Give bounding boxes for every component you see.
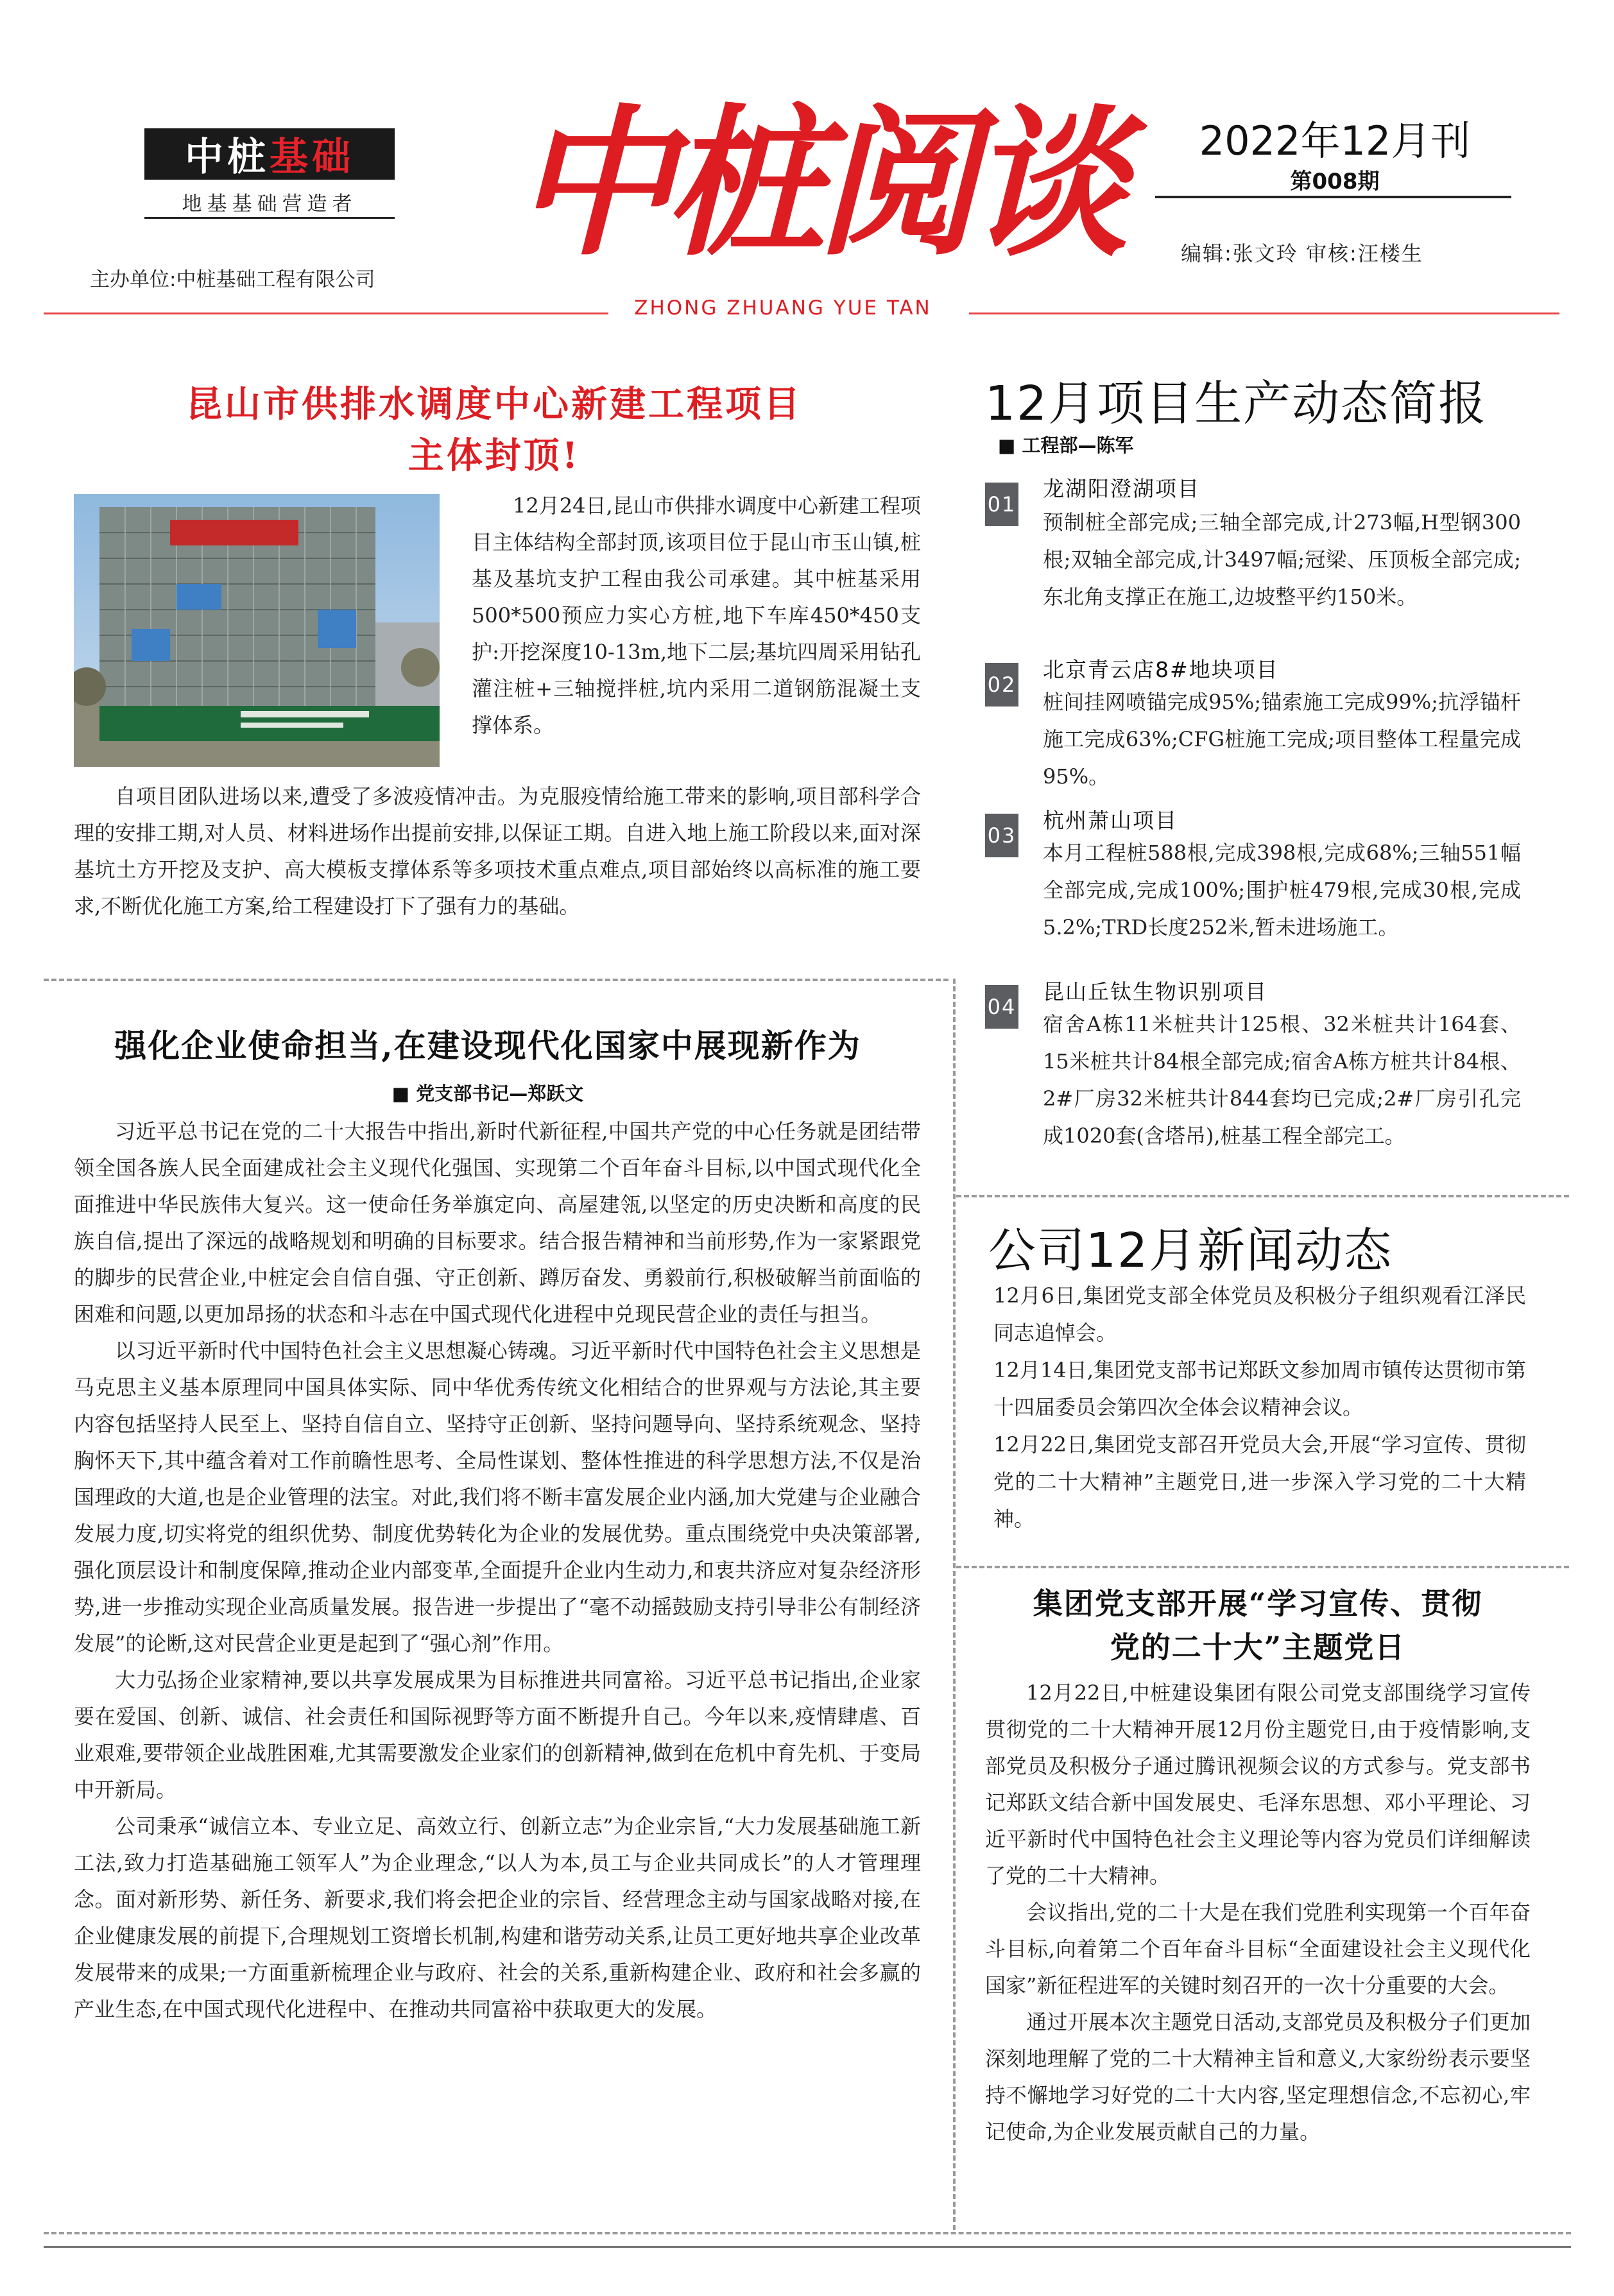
party-day-paragraph: 通过开展本次主题党日活动,支部党员及积极分子们更加深刻地理解了党的二十大精神主旨和意义,大家纷纷表示要坚持不懈地学习好党的二十大内容,坚定理想信念,不忘初心,牢记使命,为企业发展贡献自己的力量。	[985, 2010, 1531, 2144]
divider-article1	[44, 979, 949, 981]
news-item: 12月14日,集团党支部书记郑跃文参加周市镇传达贯彻市第十四届委员会第四次全体会议精神会议。	[993, 1358, 1526, 1419]
party-day-title	[988, 1582, 1527, 1669]
briefing-item-number: 02	[985, 663, 1018, 707]
issue-number: 第008期	[1290, 169, 1380, 194]
briefing-item-name: 龙湖阳澄湖项目	[1043, 476, 1200, 501]
article1-title-line1: 昆山市供排水调度中心新建工程项目	[186, 383, 802, 425]
bottom-divider	[44, 2232, 1571, 2234]
issue-date: 2022年12月刊	[1199, 117, 1471, 164]
bottom-rule	[44, 2246, 1571, 2248]
issue-divider	[1155, 196, 1511, 198]
article1-paragraph-2: 自项目团队进场以来,遭受了多波疫情冲击。为克服疫情给施工带来的影响,项目部科学合理的安排工期,对人员、材料进场作出提前安排,以保证工期。自进入地上施工阶段以来,面对深基坑土方开挖及支护、高大模板支撑体系等多项技术重点难点,项目部始终以高标准的施工要求,不断优化施工方案,给工程建设打下了强有力的基础。	[74, 784, 921, 918]
newspaper-title-pinyin: ZHONG ZHUANG YUE TAN	[634, 296, 932, 320]
news-item: 12月6日,集团党支部全体党员及积极分子组织观看江泽民同志追悼会。	[993, 1283, 1526, 1345]
briefing-item-name: 昆山丘钛生物识别项目	[1043, 979, 1267, 1004]
article2-paragraph: 大力弘扬企业家精神,要以共享发展成果为目标推进共同富裕。习近平总书记指出,企业家要在爱国、创新、诚信、社会责任和国际视野等方面不断提升自己。今年以来,疫情肆虐、百业艰难,要带领企业战胜困难,尤其需要激发企业家们的创新精神,做到在危机中育先机、于变局中开新局。	[74, 1668, 921, 1802]
divider-briefing	[956, 1195, 1569, 1197]
news-title: 公司12月新闻动态	[988, 1223, 1393, 1278]
host-organization: 主办单位:中桩基础工程有限公司	[90, 268, 375, 291]
party-day-body	[985, 1675, 1531, 2150]
briefing-item-text: 预制桩全部完成;三轴全部完成,计273幅,H型钢300根;双轴全部完成,计3497幅;冠梁、压顶板全部完成;东北角支撑正在施工,边坡整平约150米。	[1043, 510, 1521, 609]
article2-paragraph: 公司秉承“诚信立本、专业立足、高效立行、创新立志”为企业宗旨,“大力发展基础施工新工法,致力打造基础施工领军人”为企业理念,“以人为本,员工与企业共同成长”的人才管理理念。面对新形势、新任务、新要求,我们将会把企业的宗旨、经营理念主动与国家战略对接,在企业健康发展的前提下,合理规划工资增长机制,构建和谐劳动关系,让员工更好地共享企业改革发展带来的成果;一方面重新梳理企业与政府、社会的关系,重新构建企业、政府和社会多赢的产业生态,在中国式现代化进程中、在推动共同富裕中获取更大的发展。	[74, 1814, 921, 2021]
logo-slogan: 地基基础营造者	[182, 193, 357, 216]
briefing-item-number: 03	[985, 814, 1018, 857]
editors-credit: 编辑:张文玲 审核:汪楼生	[1181, 241, 1423, 266]
article1-title	[71, 379, 918, 481]
briefing-title: 12月项目生产动态简报	[985, 376, 1488, 431]
article2-author: ■ 党支部书记—郑跃文	[391, 1083, 584, 1104]
briefing-item-text: 桩间挂网喷锚完成95%;锚索施工完成99%;抗浮锚杆施工完成63%;CFG桩施工完成;项目整体工程量完成95%。	[1043, 690, 1521, 789]
article2-body	[74, 1113, 921, 2028]
briefing-item-text: 本月工程桩588根,完成398根,完成68%;三轴551幅全部完成,完成100%;围护桩479根,完成30根,完成5.2%;TRD长度252米,暂未进场施工。	[1043, 841, 1521, 939]
briefing-department: ■ 工程部—陈军	[998, 434, 1134, 456]
logo-text-black: 中桩	[185, 135, 270, 180]
article1-full-paragraph	[74, 778, 921, 925]
company-logo	[144, 128, 395, 180]
divider-news	[956, 1566, 1569, 1568]
header-rule-right	[969, 313, 1559, 314]
article2-paragraph: 以习近平新时代中国特色社会主义思想凝心铸魂。习近平新时代中国特色社会主义思想是马克思主义基本原理同中国具体实际、同中华优秀传统文化相结合的世界观与方法论,其主要内容包括坚持人民至上、坚持自信自立、坚持守正创新、坚持问题导向、坚持系统观念、坚持胸怀天下,其中蕴含着对工作前瞻性思考、全局性谋划、整体性推进的科学思想方法,不仅是治国理政的大道,也是企业管理的法宝。对此,我们将不断丰富发展企业内涵,加大党建与企业融合发展力度,切实将党的组织优势、制度优势转化为企业的发展优势。重点围绕党中央决策部署,强化顶层设计和制度保障,推动企业内部变革,全面提升企业内生动力,和衷共济应对复杂经济形势,进一步推动实现企业高质量发展。报告进一步提出了“毫不动摇鼓励支持引导非公有制经济发展”的论断,这对民营企业更是起到了“强心剂”作用。	[74, 1339, 921, 1656]
newspaper-title: 中桩阅谈	[513, 89, 1119, 277]
briefing-item-text: 宿舍A栋11米桩共计125根、32米桩共计164套、15米桩共计84根全部完成;宿舍A栋方桩共计84根、2#厂房32米桩共计844套均已完成;2#厂房引孔完成1020套(含塔吊),桩基工程全部完工。	[1043, 1012, 1521, 1148]
party-day-paragraph: 12月22日,中桩建设集团有限公司党支部围绕学习宣传贯彻党的二十大精神开展12月份主题党日,由于疫情影响,支部党员及积极分子通过腾讯视频会议的方式参与。党支部书记郑跃文结合新中国发展史、毛泽东思想、邓小平理论、习近平新时代中国特色社会主义理论等内容为党员们详细解读了党的二十大精神。	[985, 1681, 1531, 1888]
construction-building-illustration	[74, 494, 440, 767]
article1-side-paragraph	[472, 488, 921, 744]
party-day-title-line2: 党的二十大”主题党日	[1110, 1630, 1406, 1665]
briefing-item-name: 北京青云店8#地块项目	[1043, 657, 1279, 682]
article1-paragraph-1: 12月24日,昆山市供排水调度中心新建工程项目主体结构全部封顶,该项目位于昆山市玉山镇,桩基及基坑支护工程由我公司承建。其中桩基采用500*500预应力实心方桩,地下车库450*450支护:开挖深度10-13m,地下二层;基坑四周采用钻孔灌注桩+三轴搅拌桩,坑内采用二道钢筋混凝土支撑体系。	[472, 493, 921, 737]
party-day-paragraph: 会议指出,党的二十大是在我们党胜利实现第一个百年奋斗目标,向着第二个百年奋斗目标“全面建设社会主义现代化国家”新征程进军的关键时刻召开的一次十分重要的大会。	[985, 1900, 1531, 1998]
briefing-item-name: 杭州萧山项目	[1043, 808, 1178, 833]
header-rule-left	[44, 313, 608, 314]
article1-title-line2: 主体封顶!	[408, 434, 581, 477]
article2-title: 强化企业使命担当,在建设现代化国家中展现新作为	[114, 1027, 861, 1065]
news-item: 12月22日,集团党支部召开党员大会,开展“学习宣传、贯彻党的二十大精神”主题党日,进一步深入学习党的二十大精神。	[993, 1432, 1526, 1531]
article2-paragraph: 习近平总书记在党的二十大报告中指出,新时代新征程,中国共产党的中心任务就是团结带领全国各族人民全面建成社会主义现代化强国、实现第二个百年奋斗目标,以中国式现代化全面推进中华民族伟大复兴。这一使命任务举旗定向、高屋建瓴,以坚定的历史决断和高度的民族自信,提出了深远的战略规划和明确的目标要求。结合报告精神和当前形势,作为一家紧跟党的脚步的民营企业,中桩定会自信自强、守正创新、蹲厉奋发、勇毅前行,积极破解当前面临的困难和问题,以更加昂扬的状态和斗志在中国式现代化进程中兑现民营企业的责任与担当。	[74, 1119, 921, 1326]
column-divider	[953, 979, 956, 2230]
briefing-item-number: 04	[985, 985, 1018, 1029]
briefing-item-number: 01	[985, 483, 1018, 526]
logo-text-red: 基础	[270, 135, 354, 180]
news-list	[993, 1277, 1526, 1538]
logo-underline	[144, 217, 395, 219]
party-day-title-line1: 集团党支部开展“学习宣传、贯彻	[1033, 1586, 1483, 1621]
construction-building-photo	[74, 494, 440, 767]
